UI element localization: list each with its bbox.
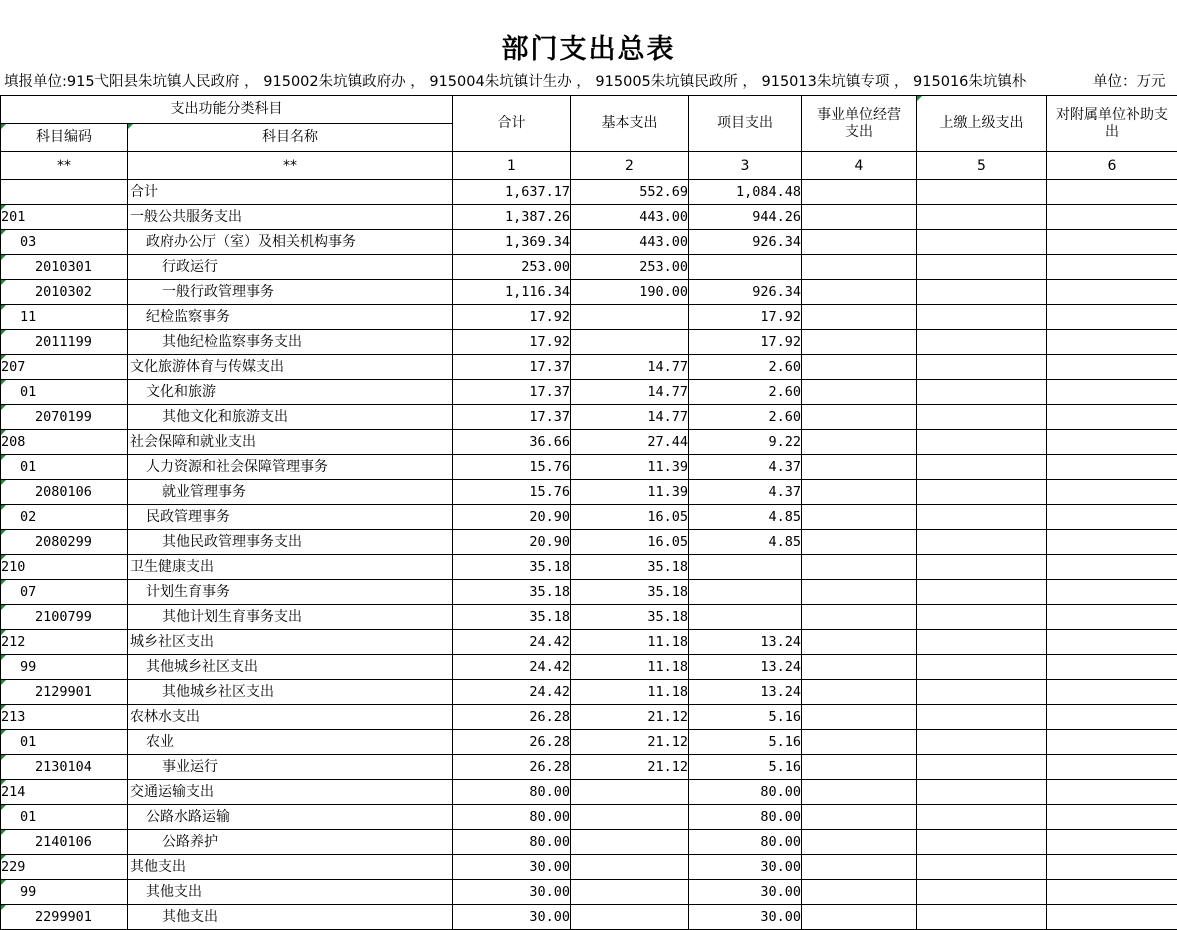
index-cell: **	[1, 152, 128, 180]
row-business	[802, 880, 917, 905]
page-title: 部门支出总表	[501, 34, 676, 65]
row-project: 926.34	[689, 230, 802, 255]
row-business	[802, 205, 917, 230]
table-row	[1, 530, 1177, 555]
row-name: 公路养护	[128, 830, 453, 855]
row-code: 2140106	[1, 830, 128, 855]
row-code: 2299901	[1, 905, 128, 930]
row-total: 24.42	[453, 680, 571, 705]
row-name: 计划生育事务	[128, 580, 453, 605]
row-name: 城乡社区支出	[128, 630, 453, 655]
row-total: 17.37	[453, 380, 571, 405]
row-name: 其他民政管理事务支出	[128, 530, 453, 555]
row-name: 合计	[128, 180, 453, 205]
row-name: 事业运行	[128, 755, 453, 780]
row-code: 11	[1, 305, 128, 330]
row-total: 17.37	[453, 405, 571, 430]
row-subsidy	[1047, 555, 1177, 580]
row-upper	[917, 805, 1047, 830]
row-business	[802, 705, 917, 730]
row-code: 214	[1, 780, 128, 805]
row-basic: 443.00	[571, 230, 689, 255]
table-row	[1, 455, 1177, 480]
row-total: 1,387.26	[453, 205, 571, 230]
table-row	[1, 855, 1177, 880]
row-upper	[917, 205, 1047, 230]
row-total: 30.00	[453, 905, 571, 930]
header-name: 科目名称	[128, 124, 453, 152]
table-row	[1, 755, 1177, 780]
table-row	[1, 255, 1177, 280]
row-code: 01	[1, 380, 128, 405]
index-cell: 6	[1047, 152, 1177, 180]
row-basic: 253.00	[571, 255, 689, 280]
row-subsidy	[1047, 205, 1177, 230]
table-row	[1, 580, 1177, 605]
row-total: 26.28	[453, 755, 571, 780]
row-code: 213	[1, 705, 128, 730]
row-basic: 11.18	[571, 655, 689, 680]
row-upper	[917, 430, 1047, 455]
row-basic: 14.77	[571, 380, 689, 405]
header-basic: 基本支出	[571, 96, 689, 152]
row-subsidy	[1047, 780, 1177, 805]
header-code: 科目编码	[1, 124, 128, 152]
row-name: 其他支出	[128, 880, 453, 905]
row-code: 2080106	[1, 480, 128, 505]
row-project	[689, 580, 802, 605]
row-basic: 21.12	[571, 730, 689, 755]
table-row	[1, 730, 1177, 755]
row-total: 17.92	[453, 330, 571, 355]
row-upper	[917, 655, 1047, 680]
header-subsidy	[1047, 96, 1177, 152]
row-upper	[917, 905, 1047, 930]
row-name: 其他纪检监察事务支出	[128, 330, 453, 355]
row-project: 9.22	[689, 430, 802, 455]
row-basic: 35.18	[571, 580, 689, 605]
row-business	[802, 455, 917, 480]
row-code: 01	[1, 730, 128, 755]
row-total: 80.00	[453, 830, 571, 855]
header-project: 项目支出	[689, 96, 802, 152]
row-business	[802, 405, 917, 430]
index-cell: 3	[689, 152, 802, 180]
row-name: 公路水路运输	[128, 805, 453, 830]
row-total: 17.37	[453, 355, 571, 380]
row-code: 01	[1, 805, 128, 830]
row-project: 13.24	[689, 655, 802, 680]
table-row	[1, 630, 1177, 655]
row-basic: 11.18	[571, 680, 689, 705]
row-subsidy	[1047, 305, 1177, 330]
row-basic: 14.77	[571, 405, 689, 430]
row-subsidy	[1047, 855, 1177, 880]
row-total: 24.42	[453, 630, 571, 655]
row-total: 17.92	[453, 305, 571, 330]
row-basic: 190.00	[571, 280, 689, 305]
row-total: 35.18	[453, 555, 571, 580]
row-business	[802, 580, 917, 605]
row-subsidy	[1047, 505, 1177, 530]
table-row	[1, 480, 1177, 505]
row-business	[802, 855, 917, 880]
row-subsidy	[1047, 605, 1177, 630]
row-business	[802, 655, 917, 680]
row-code	[1, 180, 128, 205]
row-name: 人力资源和社会保障管理事务	[128, 455, 453, 480]
row-upper	[917, 505, 1047, 530]
header-upper: 上缴上级支出	[917, 96, 1047, 152]
row-basic	[571, 880, 689, 905]
row-upper	[917, 855, 1047, 880]
row-upper	[917, 755, 1047, 780]
row-upper	[917, 680, 1047, 705]
row-project: 30.00	[689, 905, 802, 930]
table-row	[1, 805, 1177, 830]
row-project: 5.16	[689, 705, 802, 730]
row-upper	[917, 530, 1047, 555]
row-total: 1,369.34	[453, 230, 571, 255]
table-row	[1, 355, 1177, 380]
table-row	[1, 605, 1177, 630]
row-business	[802, 830, 917, 855]
row-code: 201	[1, 205, 128, 230]
row-total: 1,637.17	[453, 180, 571, 205]
row-name: 民政管理事务	[128, 505, 453, 530]
table-body	[1, 180, 1177, 930]
table-row	[1, 280, 1177, 305]
row-project: 4.85	[689, 505, 802, 530]
row-project: 80.00	[689, 805, 802, 830]
table-row	[1, 905, 1177, 930]
row-business	[802, 805, 917, 830]
row-business	[802, 505, 917, 530]
row-basic	[571, 855, 689, 880]
row-basic: 443.00	[571, 205, 689, 230]
row-business	[802, 230, 917, 255]
row-subsidy	[1047, 480, 1177, 505]
row-basic	[571, 330, 689, 355]
row-business	[802, 330, 917, 355]
row-code: 99	[1, 655, 128, 680]
row-project: 13.24	[689, 680, 802, 705]
header-function-category: 支出功能分类科目	[1, 96, 453, 124]
row-business	[802, 355, 917, 380]
table-row	[1, 430, 1177, 455]
row-name: 其他城乡社区支出	[128, 655, 453, 680]
row-business	[802, 630, 917, 655]
row-basic: 35.18	[571, 605, 689, 630]
row-project: 2.60	[689, 380, 802, 405]
row-upper	[917, 555, 1047, 580]
row-business	[802, 605, 917, 630]
row-code: 2080299	[1, 530, 128, 555]
row-upper	[917, 230, 1047, 255]
row-name: 一般行政管理事务	[128, 280, 453, 305]
index-cell: **	[128, 152, 453, 180]
currency-unit-label: 单位：万元	[1093, 74, 1166, 90]
row-upper	[917, 480, 1047, 505]
row-project: 30.00	[689, 880, 802, 905]
row-subsidy	[1047, 630, 1177, 655]
index-cell: 1	[453, 152, 571, 180]
row-subsidy	[1047, 755, 1177, 780]
row-project: 2.60	[689, 355, 802, 380]
row-business	[802, 255, 917, 280]
row-subsidy	[1047, 680, 1177, 705]
header-subsidy-text: 对附属单位补助支出	[1056, 106, 1168, 140]
table-row	[1, 830, 1177, 855]
row-project: 30.00	[689, 855, 802, 880]
row-name: 农林水支出	[128, 705, 453, 730]
row-total: 80.00	[453, 805, 571, 830]
row-code: 2070199	[1, 405, 128, 430]
row-basic: 16.05	[571, 530, 689, 555]
row-total: 26.28	[453, 705, 571, 730]
row-subsidy	[1047, 230, 1177, 255]
table-row	[1, 205, 1177, 230]
table-row	[1, 305, 1177, 330]
row-name: 其他支出	[128, 855, 453, 880]
row-code: 07	[1, 580, 128, 605]
header-business	[802, 96, 917, 152]
row-project: 2.60	[689, 405, 802, 430]
row-business	[802, 755, 917, 780]
row-total: 30.00	[453, 855, 571, 880]
row-code: 2010302	[1, 280, 128, 305]
table-row	[1, 655, 1177, 680]
row-basic: 27.44	[571, 430, 689, 455]
table-row	[1, 230, 1177, 255]
row-project: 4.37	[689, 455, 802, 480]
row-name: 文化和旅游	[128, 380, 453, 405]
row-subsidy	[1047, 730, 1177, 755]
row-subsidy	[1047, 880, 1177, 905]
row-project: 926.34	[689, 280, 802, 305]
header-business-text: 事业单位经营支出	[817, 106, 901, 140]
row-business	[802, 680, 917, 705]
row-total: 20.90	[453, 505, 571, 530]
row-code: 212	[1, 630, 128, 655]
row-basic: 14.77	[571, 355, 689, 380]
row-code: 02	[1, 505, 128, 530]
row-basic: 552.69	[571, 180, 689, 205]
row-name: 纪检监察事务	[128, 305, 453, 330]
row-subsidy	[1047, 580, 1177, 605]
row-subsidy	[1047, 905, 1177, 930]
row-project: 17.92	[689, 305, 802, 330]
row-project	[689, 555, 802, 580]
row-subsidy	[1047, 330, 1177, 355]
table-row	[1, 705, 1177, 730]
row-name: 行政运行	[128, 255, 453, 280]
row-project	[689, 605, 802, 630]
row-total: 30.00	[453, 880, 571, 905]
row-name: 其他支出	[128, 905, 453, 930]
row-name: 社会保障和就业支出	[128, 430, 453, 455]
row-total: 35.18	[453, 580, 571, 605]
row-business	[802, 430, 917, 455]
row-code: 2011199	[1, 330, 128, 355]
row-basic: 21.12	[571, 705, 689, 730]
row-project: 80.00	[689, 780, 802, 805]
row-basic: 16.05	[571, 505, 689, 530]
header-total: 合计	[453, 96, 571, 152]
row-total: 36.66	[453, 430, 571, 455]
row-project: 4.85	[689, 530, 802, 555]
row-subsidy	[1047, 455, 1177, 480]
row-upper	[917, 355, 1047, 380]
row-subsidy	[1047, 830, 1177, 855]
row-name: 其他计划生育事务支出	[128, 605, 453, 630]
row-subsidy	[1047, 655, 1177, 680]
row-business	[802, 780, 917, 805]
row-name: 卫生健康支出	[128, 555, 453, 580]
filing-unit-text: 填报单位:915弋阳县朱坑镇人民政府 ， 915002朱坑镇政府办 ， 915004朱坑镇计生办 ， 915005朱坑镇民政所 ， 915013朱坑镇专项 ， 915016朱坑镇朴	[4, 74, 1027, 90]
row-basic	[571, 905, 689, 930]
row-name: 其他城乡社区支出	[128, 680, 453, 705]
row-name: 其他文化和旅游支出	[128, 405, 453, 430]
row-upper	[917, 705, 1047, 730]
expenditure-summary-table	[0, 95, 1177, 930]
row-upper	[917, 630, 1047, 655]
row-project: 1,084.48	[689, 180, 802, 205]
row-basic: 11.39	[571, 455, 689, 480]
row-code: 2100799	[1, 605, 128, 630]
row-project: 4.37	[689, 480, 802, 505]
row-name: 交通运输支出	[128, 780, 453, 805]
row-upper	[917, 580, 1047, 605]
row-business	[802, 380, 917, 405]
row-upper	[917, 780, 1047, 805]
row-code: 01	[1, 455, 128, 480]
row-subsidy	[1047, 355, 1177, 380]
row-project: 5.16	[689, 755, 802, 780]
row-total: 24.42	[453, 655, 571, 680]
row-business	[802, 280, 917, 305]
row-code: 2129901	[1, 680, 128, 705]
row-upper	[917, 605, 1047, 630]
row-project: 17.92	[689, 330, 802, 355]
row-code: 03	[1, 230, 128, 255]
row-project: 13.24	[689, 630, 802, 655]
row-upper	[917, 380, 1047, 405]
row-subsidy	[1047, 180, 1177, 205]
row-business	[802, 530, 917, 555]
row-subsidy	[1047, 705, 1177, 730]
row-project: 5.16	[689, 730, 802, 755]
row-upper	[917, 305, 1047, 330]
table-row	[1, 680, 1177, 705]
row-total: 15.76	[453, 455, 571, 480]
table-row	[1, 380, 1177, 405]
row-total: 80.00	[453, 780, 571, 805]
row-upper	[917, 280, 1047, 305]
row-basic	[571, 830, 689, 855]
row-basic: 21.12	[571, 755, 689, 780]
row-business	[802, 905, 917, 930]
row-name: 文化旅游体育与传媒支出	[128, 355, 453, 380]
row-basic	[571, 805, 689, 830]
row-project: 80.00	[689, 830, 802, 855]
row-subsidy	[1047, 405, 1177, 430]
row-upper	[917, 180, 1047, 205]
row-code: 208	[1, 430, 128, 455]
row-business	[802, 180, 917, 205]
row-project	[689, 255, 802, 280]
row-business	[802, 730, 917, 755]
row-total: 35.18	[453, 605, 571, 630]
row-upper	[917, 730, 1047, 755]
row-subsidy	[1047, 430, 1177, 455]
row-basic	[571, 305, 689, 330]
row-upper	[917, 880, 1047, 905]
row-total: 15.76	[453, 480, 571, 505]
row-code: 210	[1, 555, 128, 580]
row-project: 944.26	[689, 205, 802, 230]
row-basic: 35.18	[571, 555, 689, 580]
row-code: 2130104	[1, 755, 128, 780]
index-cell: 2	[571, 152, 689, 180]
row-name: 就业管理事务	[128, 480, 453, 505]
row-basic: 11.39	[571, 480, 689, 505]
row-code: 2010301	[1, 255, 128, 280]
row-total: 253.00	[453, 255, 571, 280]
row-total: 26.28	[453, 730, 571, 755]
index-cell: 4	[802, 152, 917, 180]
row-upper	[917, 255, 1047, 280]
table-row	[1, 505, 1177, 530]
row-basic	[571, 780, 689, 805]
row-business	[802, 305, 917, 330]
row-code: 207	[1, 355, 128, 380]
row-upper	[917, 330, 1047, 355]
row-name: 一般公共服务支出	[128, 205, 453, 230]
row-basic: 11.18	[571, 630, 689, 655]
row-code: 99	[1, 880, 128, 905]
table-row	[1, 180, 1177, 205]
table-row	[1, 555, 1177, 580]
row-code: 229	[1, 855, 128, 880]
row-subsidy	[1047, 380, 1177, 405]
row-subsidy	[1047, 255, 1177, 280]
row-total: 1,116.34	[453, 280, 571, 305]
row-subsidy	[1047, 805, 1177, 830]
row-upper	[917, 405, 1047, 430]
row-subsidy	[1047, 280, 1177, 305]
index-cell: 5	[917, 152, 1047, 180]
table-row	[1, 880, 1177, 905]
row-name: 农业	[128, 730, 453, 755]
row-subsidy	[1047, 530, 1177, 555]
row-business	[802, 480, 917, 505]
row-name: 政府办公厅（室）及相关机构事务	[128, 230, 453, 255]
table-row	[1, 780, 1177, 805]
table-row	[1, 330, 1177, 355]
row-upper	[917, 830, 1047, 855]
row-business	[802, 555, 917, 580]
table-row	[1, 405, 1177, 430]
row-total: 20.90	[453, 530, 571, 555]
row-upper	[917, 455, 1047, 480]
